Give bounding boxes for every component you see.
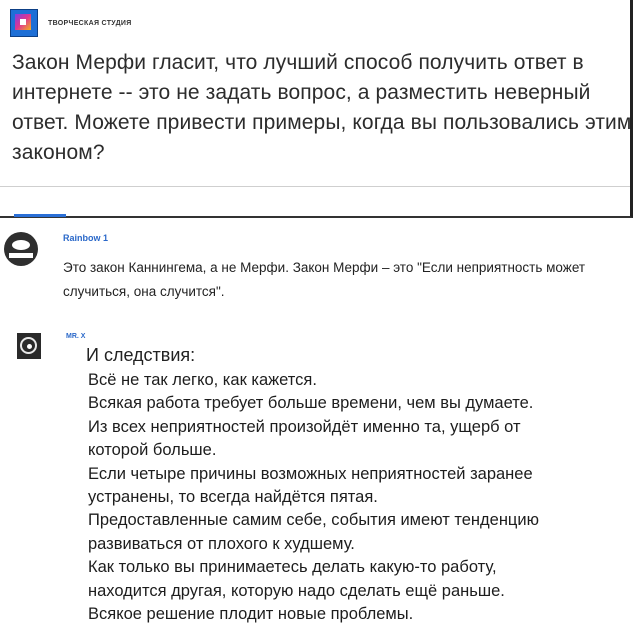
user-avatar-icon[interactable] <box>4 232 38 266</box>
answer-author[interactable]: Rainbow 1 <box>63 233 109 243</box>
answer-line: которой больше. <box>88 441 217 460</box>
answer-intro: И следствия: <box>86 345 196 365</box>
answer-line: Как только вы принимаетесь делать какую-то работу, <box>88 558 497 577</box>
active-tab-indicator <box>14 214 66 217</box>
question-header <box>10 8 132 38</box>
answer-line: Всякая работа требует больше времени, чем вы думаете. <box>88 394 534 413</box>
answer-line: Всякое решение плодит новые проблемы. <box>88 605 414 624</box>
question-card <box>0 0 633 218</box>
user-avatar-icon[interactable] <box>17 333 41 359</box>
answer-line: Всё не так легко, как кажется. <box>88 371 317 389</box>
answer-line: устранены, то всегда найдётся пятая. <box>88 488 378 507</box>
avatar-face <box>12 240 30 250</box>
answer-text: Это закон Каннингема, а не Мерфи. Закон Мерфи – это "Если неприятность может случиться, она случится". <box>63 260 586 299</box>
answer-line: находится другая, которую надо сделать ещё раньше. <box>88 581 505 600</box>
studio-logo-icon[interactable] <box>10 9 38 37</box>
avatar-neck <box>9 253 33 258</box>
answer-author[interactable]: MR. X <box>66 333 86 340</box>
divider <box>0 186 630 187</box>
answer-line: развиваться от плохого к худшему. <box>88 534 355 553</box>
answer-line: Предоставленные самим себе, события имеют тенденцию <box>88 511 539 530</box>
avatar-spark <box>27 344 32 349</box>
studio-name[interactable]: ТВОРЧЕСКАЯ СТУДИЯ <box>48 19 132 27</box>
question-text: Закон Мерфи гласит, что лучший способ получить ответ в интернете -- это не задать вопрос, а разместить неверный ответ. Можете привести примеры, когда вы пользовались этим законом? <box>12 51 632 164</box>
answer-line: Если четыре причины возможных неприятностей заранее <box>88 464 533 483</box>
answer-text <box>88 369 628 626</box>
answer-line: Из всех неприятностей произойдёт именно та, ущерб от <box>88 417 521 436</box>
